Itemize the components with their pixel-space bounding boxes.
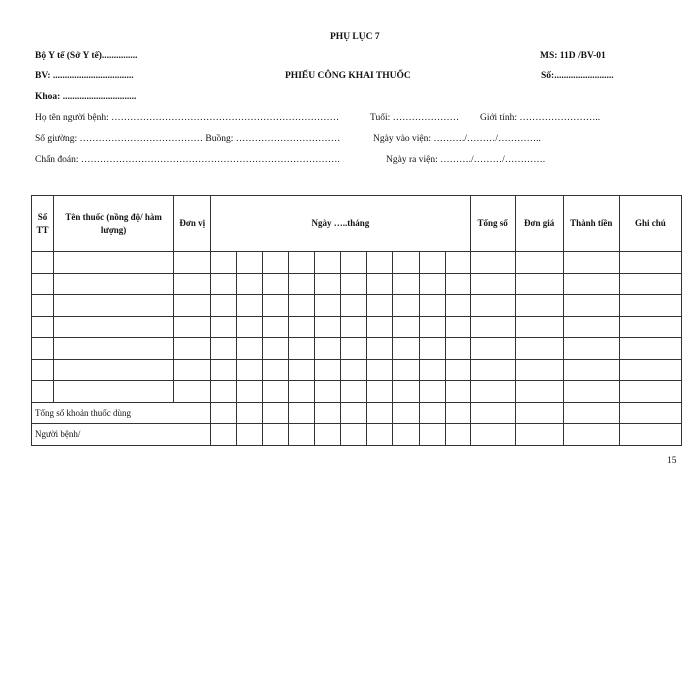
table-cell[interactable]: [563, 359, 619, 381]
table-cell[interactable]: [445, 316, 470, 338]
appendix-title: PHỤ LỤC 7: [330, 32, 380, 42]
table-cell[interactable]: [367, 359, 393, 381]
table-cell[interactable]: [563, 316, 619, 338]
table-cell[interactable]: [470, 273, 515, 295]
header-date: Ngày …..tháng: [211, 196, 470, 252]
table-cell[interactable]: [445, 338, 470, 360]
table-cell[interactable]: [263, 402, 289, 424]
form-title: PHIẾU CÔNG KHAI THUỐC: [285, 71, 411, 81]
table-cell[interactable]: [211, 359, 237, 381]
table-cell[interactable]: [315, 424, 341, 446]
table-cell[interactable]: [470, 252, 515, 274]
admission-date-field: Ngày vào viện: ………./………/…………..: [373, 134, 541, 144]
table-cell[interactable]: [237, 424, 263, 446]
table-cell[interactable]: [237, 252, 263, 274]
table-cell[interactable]: [211, 295, 237, 317]
form-code: MS: 11D /BV-01: [540, 51, 606, 61]
table-cell[interactable]: [174, 359, 211, 381]
table-cell[interactable]: [515, 316, 563, 338]
table-cell[interactable]: [341, 316, 367, 338]
table-cell[interactable]: [367, 402, 393, 424]
table-cell[interactable]: [563, 402, 619, 424]
patient-signature-row: [32, 424, 682, 446]
table-cell[interactable]: [470, 402, 515, 424]
ministry-field: Bộ Y tế (Sở Y tế)...............: [35, 51, 138, 61]
table-cell[interactable]: [419, 273, 445, 295]
table-cell[interactable]: [54, 381, 174, 403]
header-unit-price: Đơn giá: [515, 196, 563, 252]
table-cell[interactable]: [619, 316, 681, 338]
table-cell[interactable]: [419, 359, 445, 381]
table-cell[interactable]: [445, 402, 470, 424]
table-cell[interactable]: [263, 316, 289, 338]
table-cell[interactable]: [289, 424, 315, 446]
table-cell[interactable]: [515, 402, 563, 424]
table-cell[interactable]: [341, 402, 367, 424]
table-cell[interactable]: [393, 316, 419, 338]
table-cell[interactable]: [619, 381, 681, 403]
table-cell[interactable]: [470, 295, 515, 317]
table-cell[interactable]: [419, 252, 445, 274]
table-cell[interactable]: [54, 273, 174, 295]
header-note: Ghi chú: [619, 196, 681, 252]
table-cell[interactable]: [563, 252, 619, 274]
table-cell[interactable]: [289, 316, 315, 338]
table-cell[interactable]: [315, 316, 341, 338]
table-cell[interactable]: [289, 252, 315, 274]
table-cell[interactable]: [419, 381, 445, 403]
department-field: Khoa: ...............................: [35, 92, 137, 102]
table-cell[interactable]: [393, 338, 419, 360]
table-cell[interactable]: [367, 381, 393, 403]
table-row: [32, 338, 682, 360]
table-cell[interactable]: [32, 273, 54, 295]
table-cell[interactable]: [341, 338, 367, 360]
table-cell[interactable]: [515, 381, 563, 403]
table-cell[interactable]: [237, 273, 263, 295]
table-cell[interactable]: [515, 359, 563, 381]
table-cell[interactable]: [619, 402, 681, 424]
table-cell[interactable]: [470, 316, 515, 338]
table-cell[interactable]: [515, 252, 563, 274]
table-cell[interactable]: [32, 295, 54, 317]
table-row: [32, 273, 682, 295]
header-drug-name: Tên thuốc (nồng độ/ hàm lượng): [54, 196, 174, 252]
table-cell[interactable]: [211, 381, 237, 403]
table-cell[interactable]: [289, 381, 315, 403]
table-cell[interactable]: [315, 338, 341, 360]
table-cell[interactable]: [341, 295, 367, 317]
table-cell[interactable]: [445, 424, 470, 446]
diagnosis-field: Chẩn đoán: ……………………………………………………………………….: [35, 155, 340, 165]
table-cell[interactable]: [515, 424, 563, 446]
page-number: 15: [667, 456, 677, 466]
table-cell[interactable]: [563, 338, 619, 360]
table-cell[interactable]: [619, 295, 681, 317]
table-cell[interactable]: [470, 424, 515, 446]
table-cell[interactable]: [515, 295, 563, 317]
table-cell[interactable]: [419, 295, 445, 317]
table-cell[interactable]: [367, 295, 393, 317]
table-cell[interactable]: [419, 424, 445, 446]
table-cell[interactable]: [32, 316, 54, 338]
table-cell[interactable]: [419, 338, 445, 360]
gender-field: Giới tính: ……………………..: [480, 113, 601, 123]
header-unit: Đơn vị: [174, 196, 211, 252]
table-cell[interactable]: [341, 273, 367, 295]
table-cell[interactable]: [263, 424, 289, 446]
header-total: Tổng số: [470, 196, 515, 252]
table-cell[interactable]: [174, 381, 211, 403]
table-cell[interactable]: [174, 338, 211, 360]
table-cell[interactable]: [54, 252, 174, 274]
total-drugs-row: [32, 402, 682, 424]
table-cell[interactable]: [211, 424, 237, 446]
table-cell[interactable]: [393, 402, 419, 424]
header-stt: Số TT: [32, 196, 54, 252]
table-row: [32, 252, 682, 274]
table-cell[interactable]: [470, 338, 515, 360]
table-cell[interactable]: [445, 273, 470, 295]
table-cell[interactable]: [619, 252, 681, 274]
table-cell[interactable]: [515, 273, 563, 295]
table-cell[interactable]: [445, 252, 470, 274]
table-cell[interactable]: [341, 424, 367, 446]
table-cell[interactable]: [211, 316, 237, 338]
table-cell[interactable]: [174, 295, 211, 317]
table-cell[interactable]: [393, 295, 419, 317]
table-cell[interactable]: [445, 381, 470, 403]
table-cell[interactable]: [263, 359, 289, 381]
table-cell[interactable]: [470, 359, 515, 381]
table-cell[interactable]: [289, 402, 315, 424]
table-cell[interactable]: [393, 424, 419, 446]
table-cell[interactable]: [32, 359, 54, 381]
table-cell[interactable]: [563, 424, 619, 446]
table-cell[interactable]: [54, 316, 174, 338]
table-cell[interactable]: [315, 402, 341, 424]
table-cell[interactable]: [619, 338, 681, 360]
table-cell[interactable]: [563, 273, 619, 295]
table-cell[interactable]: [174, 316, 211, 338]
table-cell[interactable]: [367, 338, 393, 360]
table-cell[interactable]: [54, 338, 174, 360]
table-cell[interactable]: [237, 402, 263, 424]
table-cell[interactable]: [515, 338, 563, 360]
table-cell[interactable]: [174, 273, 211, 295]
table-cell[interactable]: [393, 252, 419, 274]
hospital-field: BV: ..................................: [35, 71, 134, 81]
table-cell[interactable]: [393, 273, 419, 295]
patient-name-field: Họ tên người bệnh: ………………………………………………………………: [35, 113, 340, 123]
table-cell[interactable]: [367, 252, 393, 274]
table-cell[interactable]: [263, 338, 289, 360]
form-number: Số:.........................: [541, 71, 614, 81]
table-cell[interactable]: [174, 252, 211, 274]
table-cell[interactable]: [341, 252, 367, 274]
table-cell[interactable]: [237, 295, 263, 317]
table-row: [32, 295, 682, 317]
table-cell[interactable]: [445, 359, 470, 381]
table-cell[interactable]: [289, 273, 315, 295]
table-cell[interactable]: [237, 338, 263, 360]
table-cell[interactable]: [32, 338, 54, 360]
table-cell[interactable]: [289, 295, 315, 317]
table-cell[interactable]: [211, 252, 237, 274]
discharge-date-field: Ngày ra viện: ………./………/………….: [386, 155, 546, 165]
bed-room-field: Số giường: ………………………………… Buồng: ……………………………: [35, 134, 341, 144]
table-cell[interactable]: [315, 359, 341, 381]
table-cell[interactable]: [341, 381, 367, 403]
table-cell[interactable]: [367, 273, 393, 295]
table-cell[interactable]: [419, 316, 445, 338]
table-cell[interactable]: [315, 295, 341, 317]
header-amount: Thành tiền: [563, 196, 619, 252]
table-cell[interactable]: [32, 252, 54, 274]
table-cell[interactable]: [563, 381, 619, 403]
table-cell[interactable]: [619, 273, 681, 295]
table-cell[interactable]: [237, 359, 263, 381]
table-cell[interactable]: [211, 338, 237, 360]
total-drugs-row-label: Tổng số khoản thuốc dùng: [32, 402, 211, 424]
table-cell[interactable]: [211, 402, 237, 424]
table-cell[interactable]: [237, 316, 263, 338]
table-row: [32, 316, 682, 338]
table-cell[interactable]: [263, 252, 289, 274]
table-row: [32, 381, 682, 403]
table-cell[interactable]: [263, 295, 289, 317]
table-cell[interactable]: [54, 359, 174, 381]
table-cell[interactable]: [315, 252, 341, 274]
table-cell[interactable]: [263, 273, 289, 295]
patient-signature-row-label: Người bệnh/: [32, 424, 211, 446]
table-cell[interactable]: [619, 359, 681, 381]
table-cell[interactable]: [367, 316, 393, 338]
table-cell[interactable]: [393, 359, 419, 381]
table-cell[interactable]: [315, 381, 341, 403]
table-cell[interactable]: [470, 381, 515, 403]
age-field: Tuổi: …………………: [370, 113, 460, 123]
drug-disclosure-table: [31, 195, 682, 446]
table-cell[interactable]: [315, 273, 341, 295]
table-cell[interactable]: [263, 381, 289, 403]
table-cell[interactable]: [289, 359, 315, 381]
table-cell[interactable]: [32, 381, 54, 403]
table-cell[interactable]: [619, 424, 681, 446]
table-cell[interactable]: [341, 359, 367, 381]
table-cell[interactable]: [289, 338, 315, 360]
table-cell[interactable]: [54, 295, 174, 317]
table-cell[interactable]: [393, 381, 419, 403]
table-cell[interactable]: [419, 402, 445, 424]
table-cell[interactable]: [445, 295, 470, 317]
table-row: [32, 359, 682, 381]
table-cell[interactable]: [211, 273, 237, 295]
table-cell[interactable]: [563, 295, 619, 317]
table-cell[interactable]: [237, 381, 263, 403]
table-cell[interactable]: [367, 424, 393, 446]
